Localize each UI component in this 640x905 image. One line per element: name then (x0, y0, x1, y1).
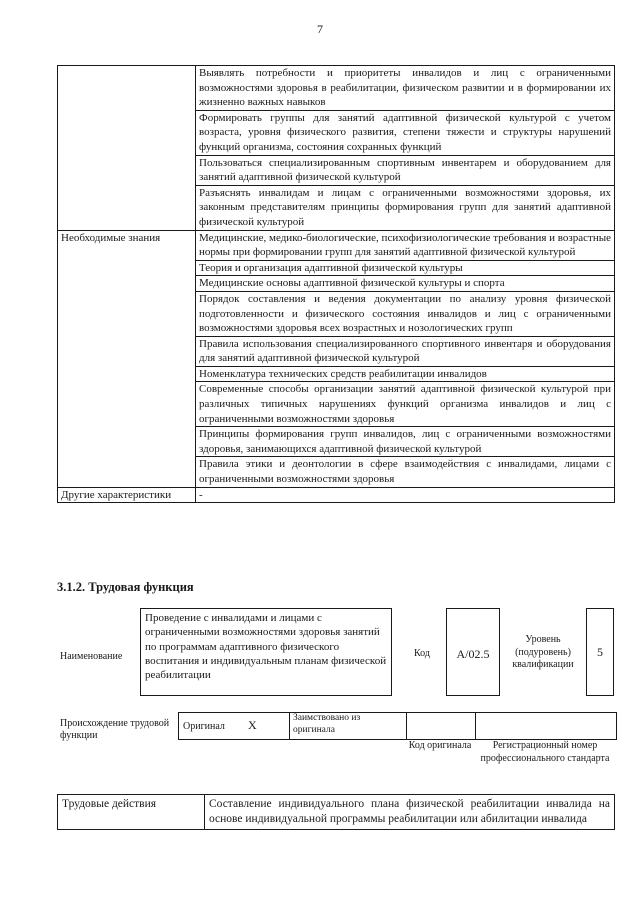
function-name-value: Проведение с инвалидами и лицами с ограниченными возможностями здоровья занятий по программам адаптивного физического воспитания и индивидуальным планам физической реабилитации (140, 608, 392, 696)
borrowed-label: Заимствовано из оригинала (293, 713, 361, 735)
table-row (58, 487, 615, 503)
qualification-level-value: 5 (586, 608, 614, 696)
table-row (58, 66, 615, 111)
knowledge-label: Необходимые знания (58, 230, 196, 487)
qualification-level-label: Уровень (подуровень) квалификации (512, 634, 574, 670)
skill-cell: Разъяснять инвалидам и лицам с ограниченными возможностями здоровья, их законным представителям принципы формирования групп для занятий адаптивной физической культурой (196, 185, 615, 230)
section-heading: 3.1.2. Трудовая функция (57, 580, 194, 594)
knowledge-cell: Правила этики и деонтологии в сфере взаимодействия с инвалидами, лицами с ограниченными возможностями здоровья (196, 457, 615, 487)
code-value: A/02.5 (446, 608, 500, 696)
table-row (58, 795, 615, 830)
skill-cell: Формировать группы для занятий адаптивной физической культурой с учетом возраста, уровня физического развития, степени тяжести и структуры нарушений функций организма, состояния сохранных функций (196, 110, 615, 155)
knowledge-cell: Медицинские, медико-биологические, психофизиологические требования и возрастные нормы при формировании групп для занятий адаптивной физической культурой (196, 230, 615, 260)
knowledge-cell: Номенклатура технических средств реабилитации инвалидов (196, 366, 615, 382)
name-label: Наименование (60, 651, 123, 662)
labor-actions-label: Трудовые действия (58, 795, 205, 830)
reg-number-caption: Регистрационный номер профессионального стандарта (480, 740, 610, 764)
reg-number-cell (475, 712, 617, 740)
other-characteristics-value: - (196, 487, 615, 503)
origin-label: Происхождение трудовой функции (60, 718, 170, 741)
knowledge-cell: Современные способы организации занятий адаптивной физической культурой при различных типичных нарушениях функций организма инвалидов и лиц с ограниченными возможностями здоровья (196, 382, 615, 427)
skills-label-cell (58, 66, 196, 231)
original-mark: X (248, 718, 257, 732)
other-characteristics-label: Другие характеристики (58, 487, 196, 503)
labor-action-cell: Составление индивидуального плана физической реабилитации инвалида на основе индивидуальной программы реабилитации или абилитации инвалида (205, 795, 615, 830)
code-label: Код (414, 648, 430, 659)
knowledge-cell: Теория и организация адаптивной физической культуры (196, 260, 615, 276)
skill-cell: Выявлять потребности и приоритеты инвалидов и лиц с ограниченными возможностями здоровья в реабилитации, физическом развитии и в формировании их жизненно важных навыков (196, 66, 615, 111)
code-original-cell (406, 712, 476, 740)
original-label: Оригинал (183, 721, 225, 732)
table-row (58, 230, 615, 260)
knowledge-cell: Принципы формирования групп инвалидов, лиц с ограниченными возможностями здоровья, занимающихся адаптивной физической культурой (196, 427, 615, 457)
knowledge-cell: Правила использования специализированного спортивного инвентаря и оборудования для занятий адаптивной физической культурой (196, 336, 615, 366)
code-original-caption: Код оригинала (408, 740, 472, 751)
labor-actions-table (57, 794, 615, 830)
page-number: 7 (317, 22, 323, 36)
skill-cell: Пользоваться специализированным спортивным инвентарем и оборудованием для занятий адаптивной физической культурой (196, 155, 615, 185)
skills-knowledge-table (57, 65, 615, 503)
knowledge-cell: Порядок составления и ведения документации по анализу уровня физической подготовленности и физического состояния инвалидов и лиц с ограниченными возможностями здоровья всех возрастных и нозологических групп (196, 291, 615, 336)
knowledge-cell: Медицинские основы адаптивной физической культуры и спорта (196, 276, 615, 292)
